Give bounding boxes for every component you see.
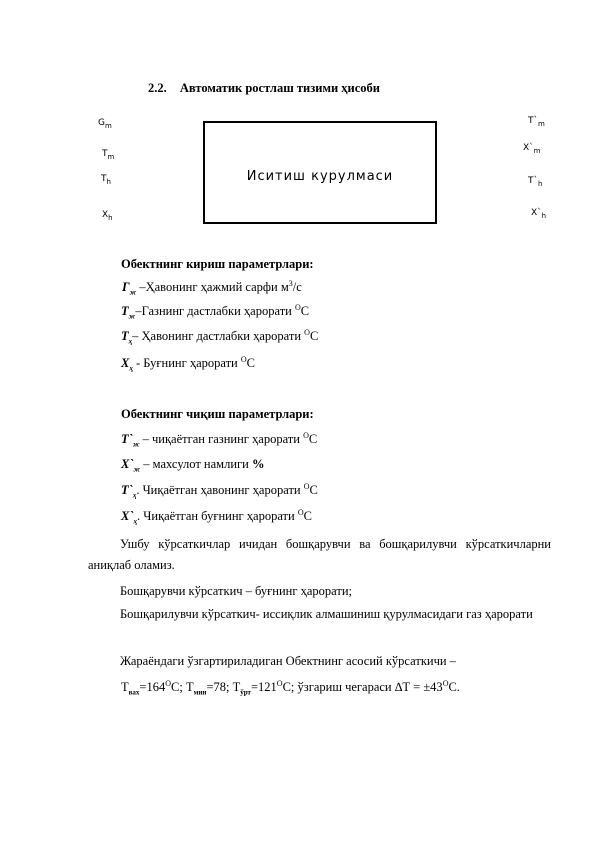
input-label-t-m: $T_m$ xyxy=(102,149,115,161)
paragraph-controlled: Бошқарилувчи кўрсаткич- иссиқлик алмашиниш қурулмасидаги газ ҳарорати xyxy=(120,607,533,621)
output-label-t-m: $T`_m$ xyxy=(528,116,545,128)
input-label-t-h: $T_h$ xyxy=(101,174,111,186)
output-param-gas-temp: $Т`_ж$ – чиқаётган газнинг ҳарорати $^О$С xyxy=(121,430,318,449)
section-heading xyxy=(148,81,380,96)
paragraph-main-parameter: Жараёндаги ўзгартириладиган Обектнинг асосий кўрсаткичи – xyxy=(120,654,456,668)
temperature-formula: $Т_{вах}=164^ОС$; $Т_{мин}=78$; $Т_{ўрт}=121^ОС$; ўзгариш чегараси $\Delta Т = \pm 43^ОС$. xyxy=(121,678,460,697)
paragraph-controlling: Бошқарувчи кўрсаткич – буғнинг ҳарорати; xyxy=(120,584,353,598)
heating-unit-label: Иситиш курулмаси xyxy=(246,169,394,184)
input-param-gas-flow: $Г_ж$ –Ҳавонинг ҳажмий сарфи $м^3/с$ xyxy=(122,278,302,297)
paragraph-selection: Ушбу кўрсаткичлар ичидан бошқарувчи ва бошқарилувчи кўрсаткичларни аниқлаб оламиз. xyxy=(88,537,551,572)
output-param-air-temp: $Т`_ҳ$. Чиқаётган ҳавонинг ҳарорати $^О$С xyxy=(121,481,318,500)
outputs-title: Обектнинг чиқиш параметрлари: xyxy=(121,407,314,421)
input-label-x-h: $X_h$ xyxy=(102,210,113,222)
output-param-steam-temp: $Х`_ҳ$. Чиқаётган буғнинг ҳарорати $^О$С xyxy=(121,507,312,526)
section-title: Автоматик ростлаш тизими ҳисоби xyxy=(179,81,380,95)
input-param-air-temp: $Т_ҳ-$ Ҳавонинг дастлабки ҳарорати $^О$С xyxy=(121,327,319,346)
input-param-gas-temp: $Т_ж$–Газнинг дастлабки ҳарорати $^О$С xyxy=(121,302,310,321)
input-label-g: $G_m$ xyxy=(98,118,112,130)
output-label-x-m: $X`_m$ xyxy=(523,143,541,155)
input-param-steam-temp: $Х_ҳ$ - Буғнинг ҳарорати $^О$С xyxy=(121,354,255,373)
output-label-t-h: $T`_h$ xyxy=(528,176,543,188)
section-number: 2.2. xyxy=(148,81,167,95)
heating-unit-box xyxy=(203,121,437,224)
output-label-x-h: $X`_h$ xyxy=(531,208,547,220)
output-param-moisture: $Х`_ж$ – махсулот намлиги % xyxy=(121,457,265,474)
inputs-title: Обектнинг кириш параметрлари: xyxy=(121,257,314,271)
